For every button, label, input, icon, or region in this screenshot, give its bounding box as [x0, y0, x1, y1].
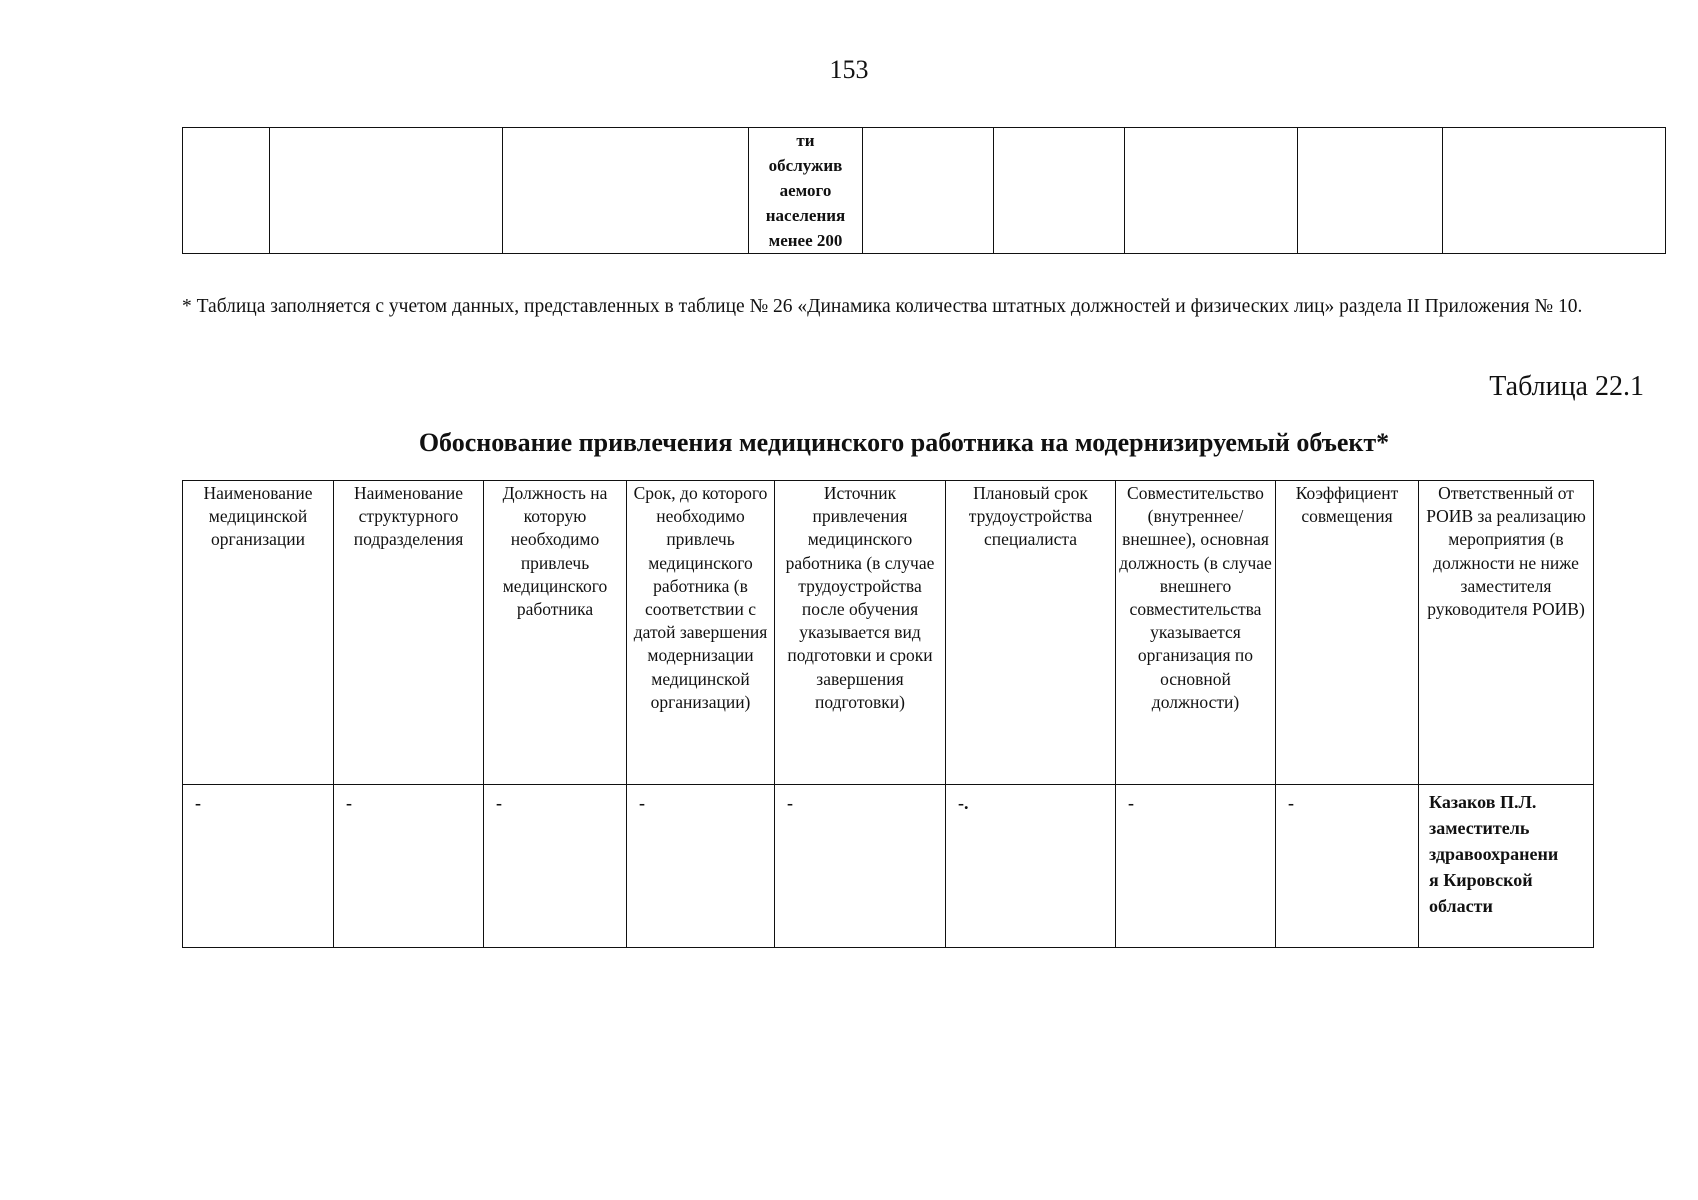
- cell-part-time: -: [1116, 785, 1276, 948]
- header-row: [183, 481, 1594, 785]
- header-responsible: Ответственный от РОИВ за реализацию мероприятия (в должности не ниже заместителя руководителя РОИВ): [1419, 481, 1594, 785]
- table-cell: [994, 128, 1125, 254]
- header-unit-name: Наименование структурного подразделения: [334, 481, 484, 785]
- page-number: 153: [829, 55, 869, 84]
- cell-position: -: [484, 785, 627, 948]
- header-org-name: Наименование медицинской организации: [183, 481, 334, 785]
- responsible-line: области: [1429, 896, 1493, 916]
- table-cell: [183, 128, 270, 254]
- responsible-line: здравоохранени: [1429, 844, 1559, 864]
- continuation-table: [182, 127, 1666, 254]
- responsible-line: заместитель: [1429, 818, 1530, 838]
- header-coefficient: Коэффициент совмещения: [1276, 481, 1419, 785]
- cell-unit-name: -: [334, 785, 484, 948]
- cell-line: обслужив: [768, 156, 843, 175]
- cell-line: населения: [765, 206, 846, 225]
- cell-responsible: [1419, 785, 1594, 948]
- table-cell: [1125, 128, 1298, 254]
- header-source: Источник привлечения медицинского работника (в случае трудоустройства после обучения указывается вид подготовки и сроки завершения подготовки): [775, 481, 946, 785]
- table-cell: [1298, 128, 1443, 254]
- cell-planned-date: -.: [946, 785, 1116, 948]
- main-title: Обоснование привлечения медицинского работника на модернизируемый объект*: [418, 428, 1390, 457]
- responsible-line: Казаков П.Л.: [1429, 792, 1537, 812]
- continuation-row: [183, 128, 1666, 254]
- cell-coefficient: -: [1276, 785, 1419, 948]
- cell-source: -: [775, 785, 946, 948]
- cell-deadline: -: [627, 785, 775, 948]
- footnote: * Таблица заполняется с учетом данных, представленных в таблице № 26 «Динамика количества штатных должностей и физических лиц» раздела II Приложения № 10.: [182, 296, 1583, 317]
- justification-table: [182, 480, 1594, 948]
- header-planned-date: Плановый срок трудоустройства специалиста: [946, 481, 1116, 785]
- table-cell-population: [749, 128, 863, 254]
- table-label: Таблица 22.1: [1489, 371, 1644, 402]
- table-cell: [863, 128, 994, 254]
- header-position: Должность на которую необходимо привлечь медицинского работника: [484, 481, 627, 785]
- header-deadline: Срок, до которого необходимо привлечь медицинского работника (в соответствии с датой завершения модернизации медицинской организации): [627, 481, 775, 785]
- table-cell: [1443, 128, 1666, 254]
- cell-line: ти: [796, 131, 815, 150]
- cell-line: аемого: [779, 181, 832, 200]
- responsible-line: я Кировской: [1429, 870, 1533, 890]
- cell-org-name: -: [183, 785, 334, 948]
- cell-line: менее 200: [768, 231, 843, 250]
- header-part-time: Совместительство (внутреннее/внешнее), основная должность (в случае внешнего совместительства указывается организация по основной должности): [1116, 481, 1276, 785]
- table-cell: [503, 128, 749, 254]
- table-cell: [270, 128, 503, 254]
- table-row: [183, 785, 1594, 948]
